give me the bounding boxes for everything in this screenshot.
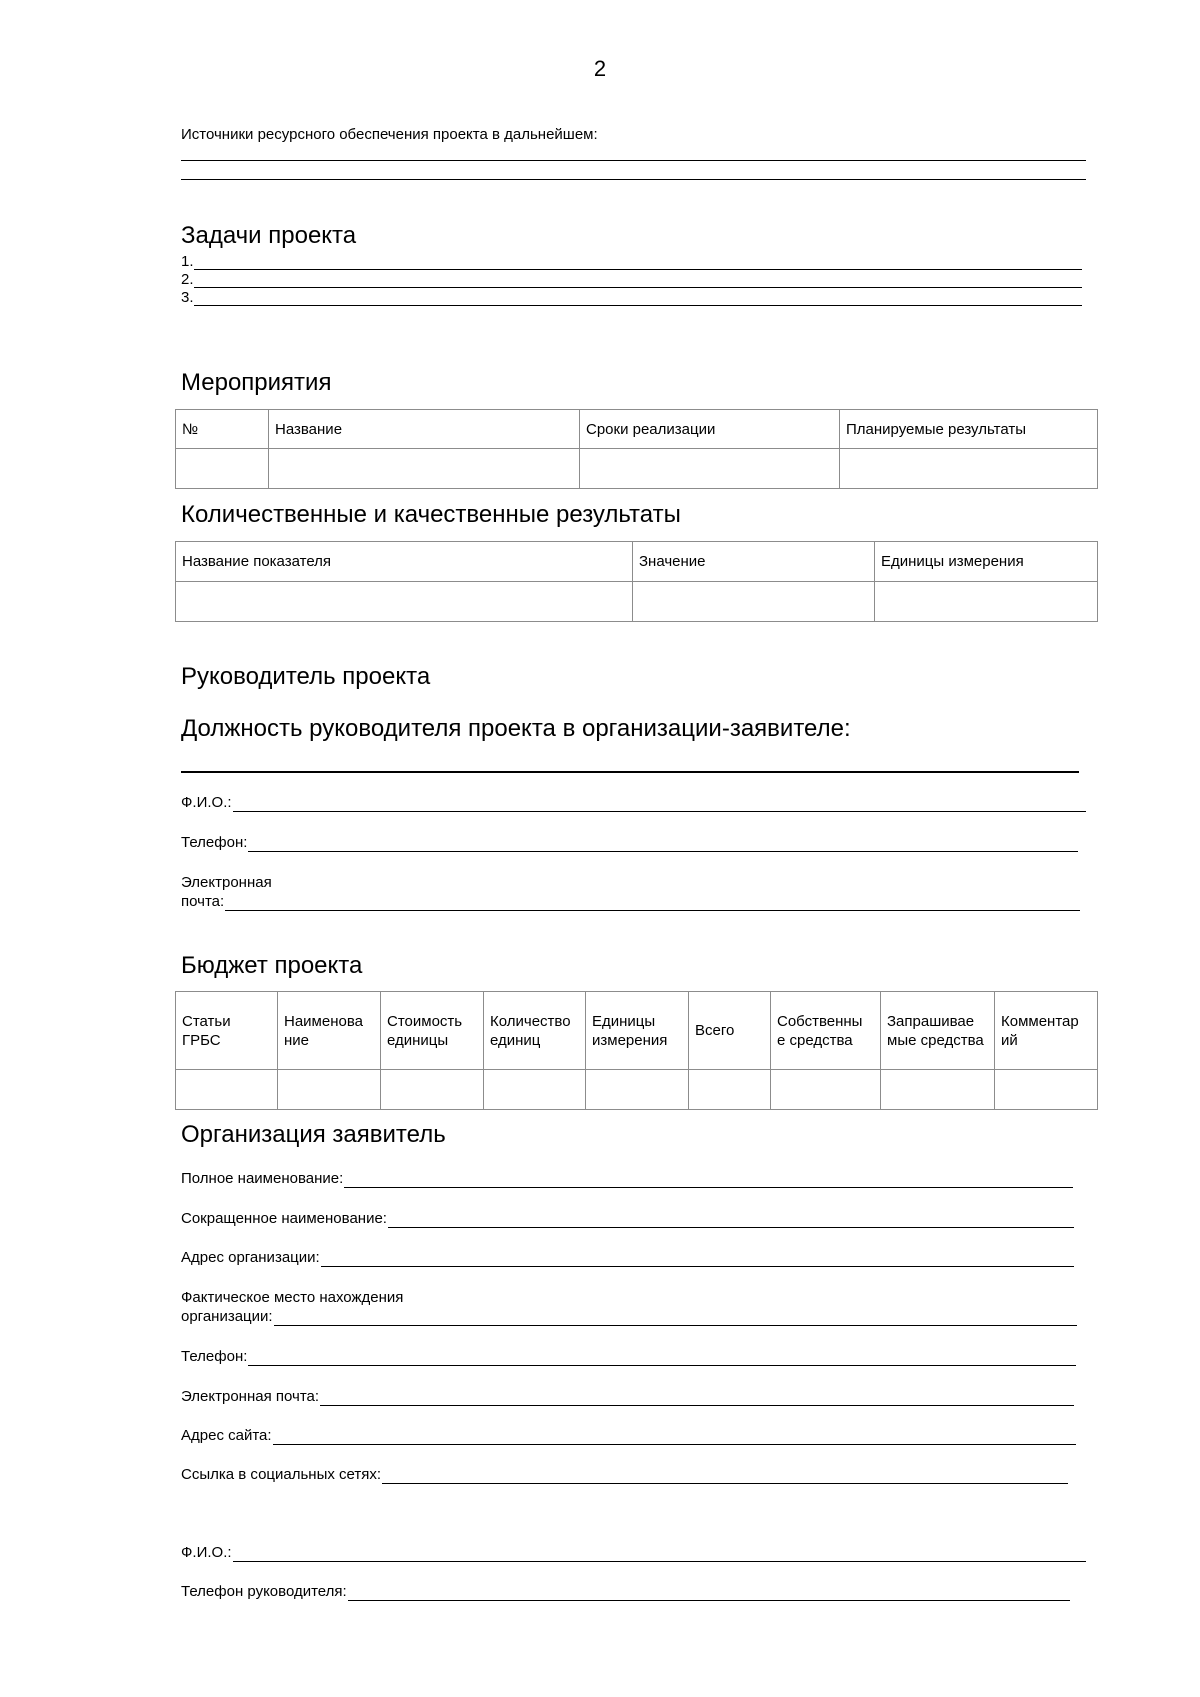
table-cell[interactable] [176, 582, 633, 622]
header-cell-comment: Комментар ий [995, 992, 1098, 1070]
header-cell-quantity: Количество единиц [484, 992, 586, 1070]
events-table [175, 409, 1098, 489]
header-cell-item-name: Наименова ние [278, 992, 381, 1070]
header-cell-units: Единицы измерения [586, 992, 689, 1070]
org-fio-label: Ф.И.О.: [181, 1544, 232, 1561]
header-cell-grbs: Статьи ГРБС [176, 992, 278, 1070]
org-website-line[interactable] [273, 1427, 1076, 1445]
org-social-line[interactable] [382, 1466, 1068, 1484]
header-cell-units: Единицы измерения [875, 542, 1098, 582]
table-cell[interactable] [840, 449, 1098, 489]
task-row-2[interactable] [181, 271, 1082, 288]
org-website-label: Адрес сайта: [181, 1427, 272, 1444]
task-line[interactable] [194, 271, 1082, 288]
table-cell[interactable] [689, 1070, 771, 1110]
header-cell-own-funds: Собственны е средства [771, 992, 881, 1070]
org-full-name-line[interactable] [344, 1170, 1073, 1188]
org-address-field[interactable] [181, 1249, 1074, 1267]
org-short-name-label: Сокращенное наименование: [181, 1210, 387, 1227]
org-phone-field[interactable] [181, 1348, 1076, 1366]
leader-phone-field[interactable] [181, 834, 1078, 852]
org-fio-field[interactable] [181, 1544, 1086, 1562]
table-cell[interactable] [633, 582, 875, 622]
org-full-name-field[interactable] [181, 1170, 1073, 1188]
header-cell-planned-results: Планируемые результаты [840, 410, 1098, 449]
leader-fio-label: Ф.И.О.: [181, 794, 232, 811]
task-row-3[interactable] [181, 289, 1082, 306]
org-social-field[interactable] [181, 1466, 1068, 1484]
table-cell[interactable] [586, 1070, 689, 1110]
table-header-row [176, 542, 1098, 582]
table-cell[interactable] [176, 449, 269, 489]
table-cell[interactable] [580, 449, 840, 489]
task-line[interactable] [194, 253, 1082, 270]
header-cell-indicator: Название показателя [176, 542, 633, 582]
org-head-phone-label: Телефон руководителя: [181, 1583, 347, 1600]
org-social-label: Ссылка в социальных сетях: [181, 1466, 382, 1483]
org-short-name-line[interactable] [388, 1210, 1074, 1228]
table-header-row [176, 992, 1098, 1070]
org-actual-location-label-1: Фактическое место нахождения [181, 1289, 404, 1306]
table-cell[interactable] [278, 1070, 381, 1110]
organization-heading: Организация заявитель [181, 1121, 446, 1148]
resources-label: Источники ресурсного обеспечения проекта в дальнейшем: [181, 126, 598, 143]
resources-line-1[interactable] [181, 160, 1086, 161]
leader-position-line[interactable] [181, 771, 1079, 773]
events-heading: Мероприятия [181, 369, 332, 396]
org-short-name-field[interactable] [181, 1210, 1074, 1228]
table-cell[interactable] [875, 582, 1098, 622]
resources-line-2[interactable] [181, 179, 1086, 180]
org-head-phone-line[interactable] [348, 1583, 1070, 1601]
header-cell-total: Всего [689, 992, 771, 1070]
results-table [175, 541, 1098, 622]
table-header-row [176, 410, 1098, 449]
org-address-label: Адрес организации: [181, 1249, 320, 1266]
table-cell[interactable] [381, 1070, 484, 1110]
org-actual-location-label-2: организации: [181, 1308, 273, 1325]
task-number: 3. [181, 289, 194, 306]
org-address-line[interactable] [321, 1249, 1074, 1267]
table-row [176, 1070, 1098, 1110]
org-phone-label: Телефон: [181, 1348, 248, 1365]
budget-heading: Бюджет проекта [181, 952, 363, 979]
header-cell-requested-funds: Запрашивае мые средства [881, 992, 995, 1070]
leader-position-heading: Должность руководителя проекта в организации-заявителе: [181, 715, 851, 742]
org-head-phone-field[interactable] [181, 1583, 1070, 1601]
table-cell[interactable] [269, 449, 580, 489]
header-cell-dates: Сроки реализации [580, 410, 840, 449]
table-cell[interactable] [176, 1070, 278, 1110]
leader-email-label-1: Электронная [181, 874, 272, 891]
table-cell[interactable] [995, 1070, 1098, 1110]
org-full-name-label: Полное наименование: [181, 1170, 344, 1187]
header-cell-value: Значение [633, 542, 875, 582]
org-website-field[interactable] [181, 1427, 1076, 1445]
table-cell[interactable] [771, 1070, 881, 1110]
org-fio-line[interactable] [233, 1544, 1086, 1562]
header-cell-name: Название [269, 410, 580, 449]
org-email-field[interactable] [181, 1388, 1074, 1406]
org-actual-location-field[interactable] [181, 1308, 1077, 1326]
table-cell[interactable] [484, 1070, 586, 1110]
org-email-label: Электронная почта: [181, 1388, 320, 1405]
table-row [176, 449, 1098, 489]
tasks-heading: Задачи проекта [181, 222, 357, 249]
leader-fio-line[interactable] [233, 794, 1086, 812]
org-phone-line[interactable] [248, 1348, 1076, 1366]
leader-fio-field[interactable] [181, 794, 1086, 812]
leader-email-label-2: почта: [181, 893, 225, 910]
results-heading: Количественные и качественные результаты [181, 501, 681, 528]
header-cell-unit-cost: Стоимость единицы [381, 992, 484, 1070]
task-number: 1. [181, 253, 194, 270]
leader-email-line[interactable] [225, 893, 1080, 911]
table-cell[interactable] [881, 1070, 995, 1110]
table-row [176, 582, 1098, 622]
leader-heading: Руководитель проекта [181, 663, 431, 690]
page-number: 2 [593, 56, 607, 81]
task-line[interactable] [194, 289, 1082, 306]
org-email-line[interactable] [320, 1388, 1074, 1406]
task-row-1[interactable] [181, 253, 1082, 270]
leader-email-field[interactable] [181, 893, 1080, 911]
leader-phone-label: Телефон: [181, 834, 248, 851]
budget-table [175, 991, 1098, 1110]
task-number: 2. [181, 271, 194, 288]
header-cell-number: № [176, 410, 269, 449]
leader-phone-line[interactable] [248, 834, 1078, 852]
org-actual-location-line[interactable] [274, 1308, 1077, 1326]
